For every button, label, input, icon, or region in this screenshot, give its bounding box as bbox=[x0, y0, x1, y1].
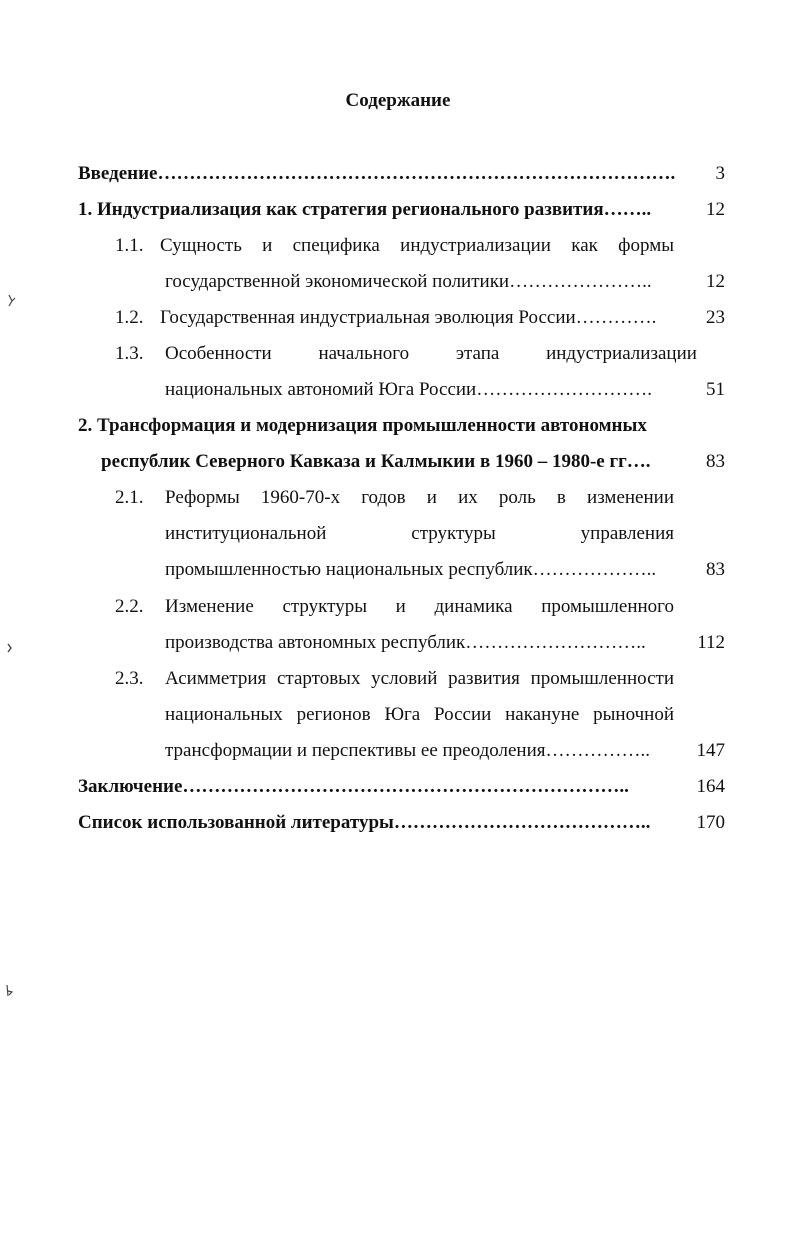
toc-page-number: 51 bbox=[706, 379, 725, 400]
toc-entry-line: трансформации и перспективы ее преодоления…………….. bbox=[165, 740, 650, 761]
toc-entry-bibliography bbox=[78, 812, 674, 834]
toc-section-number: 2.2. bbox=[115, 596, 144, 617]
toc-entry-line: государственной экономической политики………………….. bbox=[165, 271, 652, 292]
toc-entry-line: производства автономных республик……………………….. bbox=[165, 632, 646, 653]
toc-entry-text: Список использованной литературы………………………………….. bbox=[78, 812, 651, 833]
toc-section-number: 2.3. bbox=[115, 668, 144, 689]
toc-entry-line: Изменение структуры и динамика промышленного bbox=[165, 596, 674, 617]
scan-artifact-mark bbox=[5, 984, 15, 998]
toc-entry-line: национальных регионов Юга России накануне рыночной bbox=[165, 704, 674, 725]
toc-entry-line: институциональной структуры управления bbox=[165, 523, 674, 544]
toc-page-number: 147 bbox=[696, 740, 725, 761]
toc-section-number: 1.1. bbox=[115, 235, 144, 256]
toc-entry-line: Государственная индустриальная эволюция России…………. bbox=[160, 307, 657, 328]
toc-entry-line: Реформы 1960-70-х годов и их роль в изменении bbox=[165, 487, 674, 508]
toc-entry-line: республик Северного Кавказа и Калмыкии в 1960 – 1980-е гг…. bbox=[101, 451, 651, 472]
toc-page-number: 83 bbox=[706, 451, 725, 472]
toc-entry-line: Асимметрия стартовых условий развития промышленности bbox=[165, 668, 674, 689]
toc-page-number: 12 bbox=[706, 199, 725, 220]
toc-page-number: 170 bbox=[696, 812, 725, 833]
toc-section-number: 2.1. bbox=[115, 487, 144, 508]
toc-section-number: 1.3. bbox=[115, 343, 144, 364]
toc-page-number: 23 bbox=[706, 307, 725, 328]
toc-page-number: 12 bbox=[706, 271, 725, 292]
toc-entry-text: 1. Индустриализация как стратегия регионального развития…….. bbox=[78, 199, 652, 220]
toc-entry-line: промышленностью национальных республик……………….. bbox=[165, 559, 657, 580]
toc-entry-line: Особенности начального этапа индустриализации bbox=[165, 343, 697, 364]
toc-page-number: 112 bbox=[697, 632, 725, 653]
toc-entry-line: национальных автономий Юга России………………………. bbox=[165, 379, 652, 400]
toc-page-number: 3 bbox=[715, 163, 725, 184]
toc-entry-conclusion bbox=[78, 776, 674, 798]
scan-artifact-mark bbox=[6, 642, 14, 654]
toc-entry-line: 2. Трансформация и модернизация промышленности автономных bbox=[78, 415, 647, 436]
toc-page-number: 83 bbox=[706, 559, 725, 580]
toc-entry-introduction bbox=[78, 163, 674, 185]
toc-entry-text: Заключение…………………………………………………………….. bbox=[78, 776, 629, 797]
toc-section-number: 1.2. bbox=[115, 307, 144, 328]
toc-page-number: 164 bbox=[696, 776, 725, 797]
toc-entry-text: Введение………………………………………………………………………. bbox=[78, 163, 676, 184]
toc-entry-line: Сущность и специфика индустриализации как формы bbox=[160, 235, 674, 256]
toc-entry-chapter-1 bbox=[78, 199, 674, 221]
scan-artifact-mark bbox=[6, 294, 16, 308]
page-title: Содержание bbox=[345, 90, 451, 111]
